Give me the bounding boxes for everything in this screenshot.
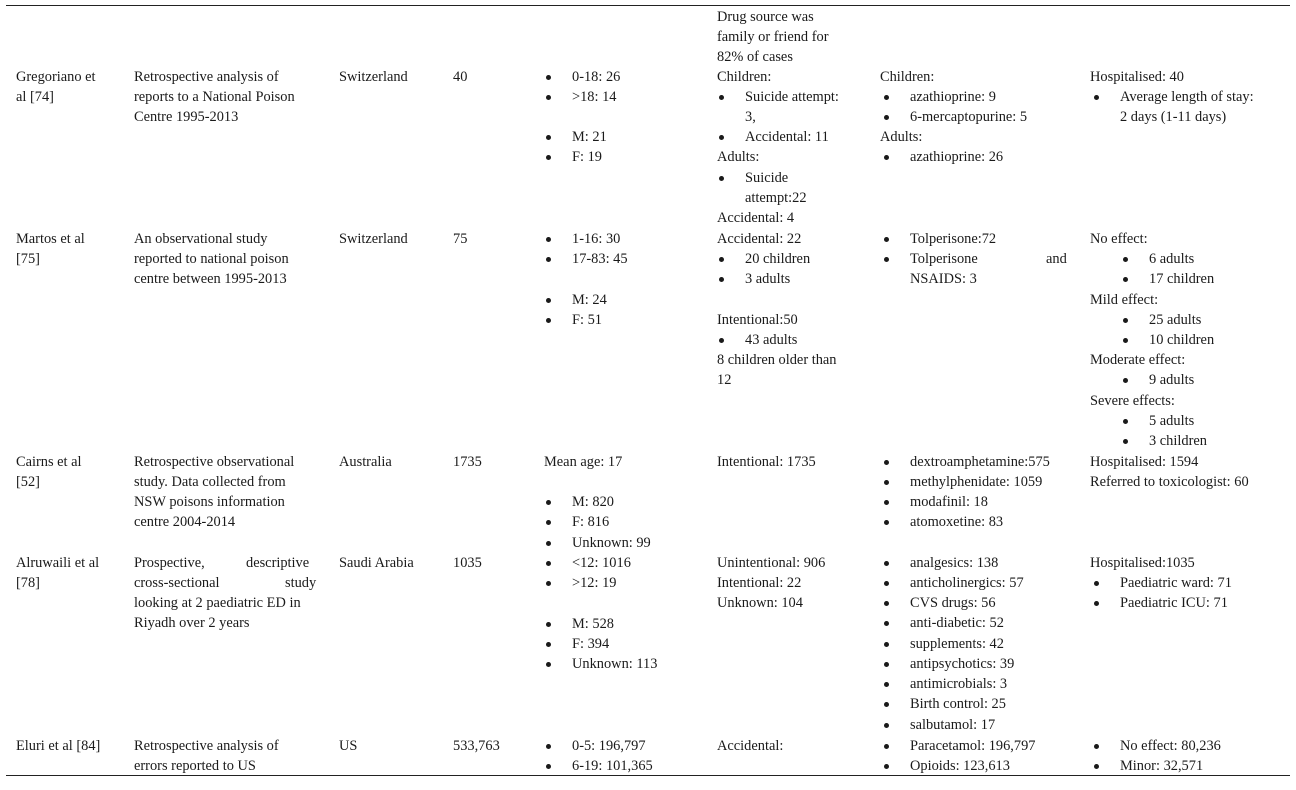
outcome-item: 9 adults	[1149, 370, 1194, 390]
drug-item: Paracetamol: 196,797	[910, 736, 1035, 756]
outcome-cell: Severe effects:	[1090, 393, 1175, 409]
reason-item: Suicide	[745, 168, 788, 188]
age-sex-item: >12: 19	[572, 573, 617, 593]
drug-item: antimicrobials: 3	[910, 674, 1007, 694]
reason-cell: Intentional:50	[717, 312, 798, 328]
age-sex-item: 1-16: 30	[572, 229, 620, 249]
drug-item: analgesics: 138	[910, 553, 998, 573]
reason-cell: 12	[717, 372, 732, 388]
drug-item: Tolperisone:72	[910, 229, 996, 249]
reason-item: attempt:22	[745, 190, 807, 206]
drug-item: salbutamol: 17	[910, 715, 995, 735]
drug-item: Birth control: 25	[910, 694, 1006, 714]
author-cell: Alruwaili et al	[16, 555, 100, 571]
age-sex-item: M: 528	[572, 614, 614, 634]
outcome-item: 6 adults	[1149, 249, 1194, 269]
outcome-item: No effect: 80,236	[1120, 736, 1221, 756]
age-sex-item: Unknown: 99	[572, 533, 651, 553]
country-cell: Australia	[339, 454, 392, 470]
reason-item: 43 adults	[745, 330, 797, 350]
drug-item: Tolperisone	[910, 249, 978, 269]
outcome-cell: Hospitalised: 1594	[1090, 454, 1199, 470]
outcome-cell: Moderate effect:	[1090, 352, 1186, 368]
drugs-cell: Children:	[880, 69, 935, 85]
age-sex-item: 17-83: 45	[572, 249, 628, 269]
age-sex-item: 0-5: 196,797	[572, 736, 646, 756]
outcome-item: Average length of stay:	[1120, 87, 1254, 107]
drug-item: dextroamphetamine:575	[910, 452, 1050, 472]
sample-size-cell: 1735	[453, 454, 482, 470]
design-cell: cross-sectional	[134, 575, 220, 591]
table-bottom-rule	[6, 775, 1290, 776]
design-cell: centre 2004-2014	[134, 514, 236, 530]
reason-cell: Unintentional: 906	[717, 555, 826, 571]
author-cell: [52]	[16, 474, 40, 490]
design-cell: Prospective,	[134, 555, 205, 571]
reason-cell: Intentional: 22	[717, 575, 802, 591]
sample-size-cell: 1035	[453, 555, 482, 571]
age-sex-item: M: 24	[572, 290, 607, 310]
design-cell: Retrospective analysis of	[134, 69, 279, 85]
design-cell: Centre 1995-2013	[134, 109, 239, 125]
age-sex-item: 0-18: 26	[572, 67, 620, 87]
reason-item: 20 children	[745, 249, 810, 269]
reason-cell: 82% of cases	[717, 49, 793, 65]
reason-item: Accidental: 11	[745, 127, 829, 147]
author-cell: Gregoriano et	[16, 69, 96, 85]
age-sex-item: <12: 1016	[572, 553, 631, 573]
outcome-item: 5 adults	[1149, 411, 1194, 431]
country-cell: US	[339, 738, 358, 754]
drug-item: modafinil: 18	[910, 492, 988, 512]
drug-item: antipsychotics: 39	[910, 654, 1014, 674]
outcome-item: Minor: 32,571	[1120, 756, 1203, 776]
drug-item: CVS drugs: 56	[910, 593, 996, 613]
country-cell: Saudi Arabia	[339, 555, 414, 571]
drug-item: atomoxetine: 83	[910, 512, 1003, 532]
outcome-cell: Hospitalised:1035	[1090, 555, 1195, 571]
age-sex-item: F: 51	[572, 310, 602, 330]
drug-item: methylphenidate: 1059	[910, 472, 1042, 492]
drug-item-cont: NSAIDS: 3	[910, 271, 977, 287]
sample-size-cell: 533,763	[453, 738, 500, 754]
reason-item: Suicide attempt:	[745, 87, 839, 107]
author-cell: Cairns et al	[16, 454, 82, 470]
drug-item: azathioprine: 9	[910, 87, 996, 107]
country-cell: Switzerland	[339, 69, 408, 85]
age-sex-item: 6-19: 101,365	[572, 756, 653, 776]
age-sex-item: Unknown: 113	[572, 654, 657, 674]
reason-cell: family or friend for	[717, 29, 829, 45]
reason-cell: Unknown: 104	[717, 595, 803, 611]
outcome-item: Paediatric ICU: 71	[1120, 593, 1228, 613]
outcome-item: 2 days (1-11 days)	[1120, 109, 1227, 125]
outcome-cell: No effect:	[1090, 231, 1148, 247]
country-cell: Switzerland	[339, 231, 408, 247]
design-cell: centre between 1995-2013	[134, 271, 287, 287]
design-cell: reports to a National Poison	[134, 89, 295, 105]
drug-item: anticholinergics: 57	[910, 573, 1024, 593]
outcome-cell: Mild effect:	[1090, 292, 1159, 308]
sample-size-cell: 75	[453, 231, 468, 247]
design-cell: reported to national poison	[134, 251, 289, 267]
reason-cell: Accidental: 4	[717, 210, 795, 226]
author-cell: Martos et al	[16, 231, 85, 247]
age-sex-item: F: 19	[572, 147, 602, 167]
age-sex-item: >18: 14	[572, 87, 617, 107]
age-sex-item: F: 816	[572, 512, 609, 532]
sample-size-cell: 40	[453, 69, 468, 85]
outcome-cell: Hospitalised: 40	[1090, 69, 1184, 85]
design-cell: Retrospective observational	[134, 454, 295, 470]
outcome-item: 17 children	[1149, 269, 1214, 289]
drug-item: supplements: 42	[910, 634, 1004, 654]
drug-item: anti-diabetic: 52	[910, 613, 1004, 633]
reason-cell: Accidental:	[717, 738, 784, 754]
age-sex-item: M: 820	[572, 492, 614, 512]
age-sex-item: F: 394	[572, 634, 609, 654]
drug-item: azathioprine: 26	[910, 147, 1003, 167]
outcome-item: 10 children	[1149, 330, 1214, 350]
design-cell: descriptive	[246, 555, 310, 571]
design-cell: study. Data collected from	[134, 474, 286, 490]
outcome-cell: Referred to toxicologist: 60	[1090, 474, 1249, 490]
age-sex-cell: Mean age: 17	[544, 454, 623, 470]
reason-cell: Accidental: 22	[717, 231, 802, 247]
design-cell: study	[285, 575, 317, 591]
design-cell: errors reported to US	[134, 758, 256, 774]
reason-item: 3,	[745, 109, 756, 125]
design-cell: looking at 2 paediatric ED in	[134, 595, 301, 611]
reason-cell: Drug source was	[717, 9, 814, 25]
author-cell: [78]	[16, 575, 40, 591]
reason-cell: 8 children older than	[717, 352, 837, 368]
reason-item: 3 adults	[745, 269, 790, 289]
design-cell: Riyadh over 2 years	[134, 615, 250, 631]
drugs-cell: Adults:	[880, 129, 923, 145]
drug-item-cont: and	[1046, 251, 1067, 267]
outcome-item: 3 children	[1149, 431, 1207, 451]
age-sex-item: M: 21	[572, 127, 607, 147]
reason-cell: Children:	[717, 69, 772, 85]
author-cell: Eluri et al [84]	[16, 738, 101, 754]
reason-cell: Intentional: 1735	[717, 454, 816, 470]
drug-item: 6-mercaptopurine: 5	[910, 107, 1027, 127]
drug-item: Opioids: 123,613	[910, 756, 1010, 776]
table-top-rule	[6, 5, 1290, 6]
reason-cell: Adults:	[717, 149, 760, 165]
design-cell: An observational study	[134, 231, 268, 247]
design-cell: Retrospective analysis of	[134, 738, 279, 754]
outcome-item: 25 adults	[1149, 310, 1201, 330]
author-cell: al [74]	[16, 89, 54, 105]
design-cell: NSW poisons information	[134, 494, 285, 510]
outcome-item: Paediatric ward: 71	[1120, 573, 1232, 593]
author-cell: [75]	[16, 251, 40, 267]
